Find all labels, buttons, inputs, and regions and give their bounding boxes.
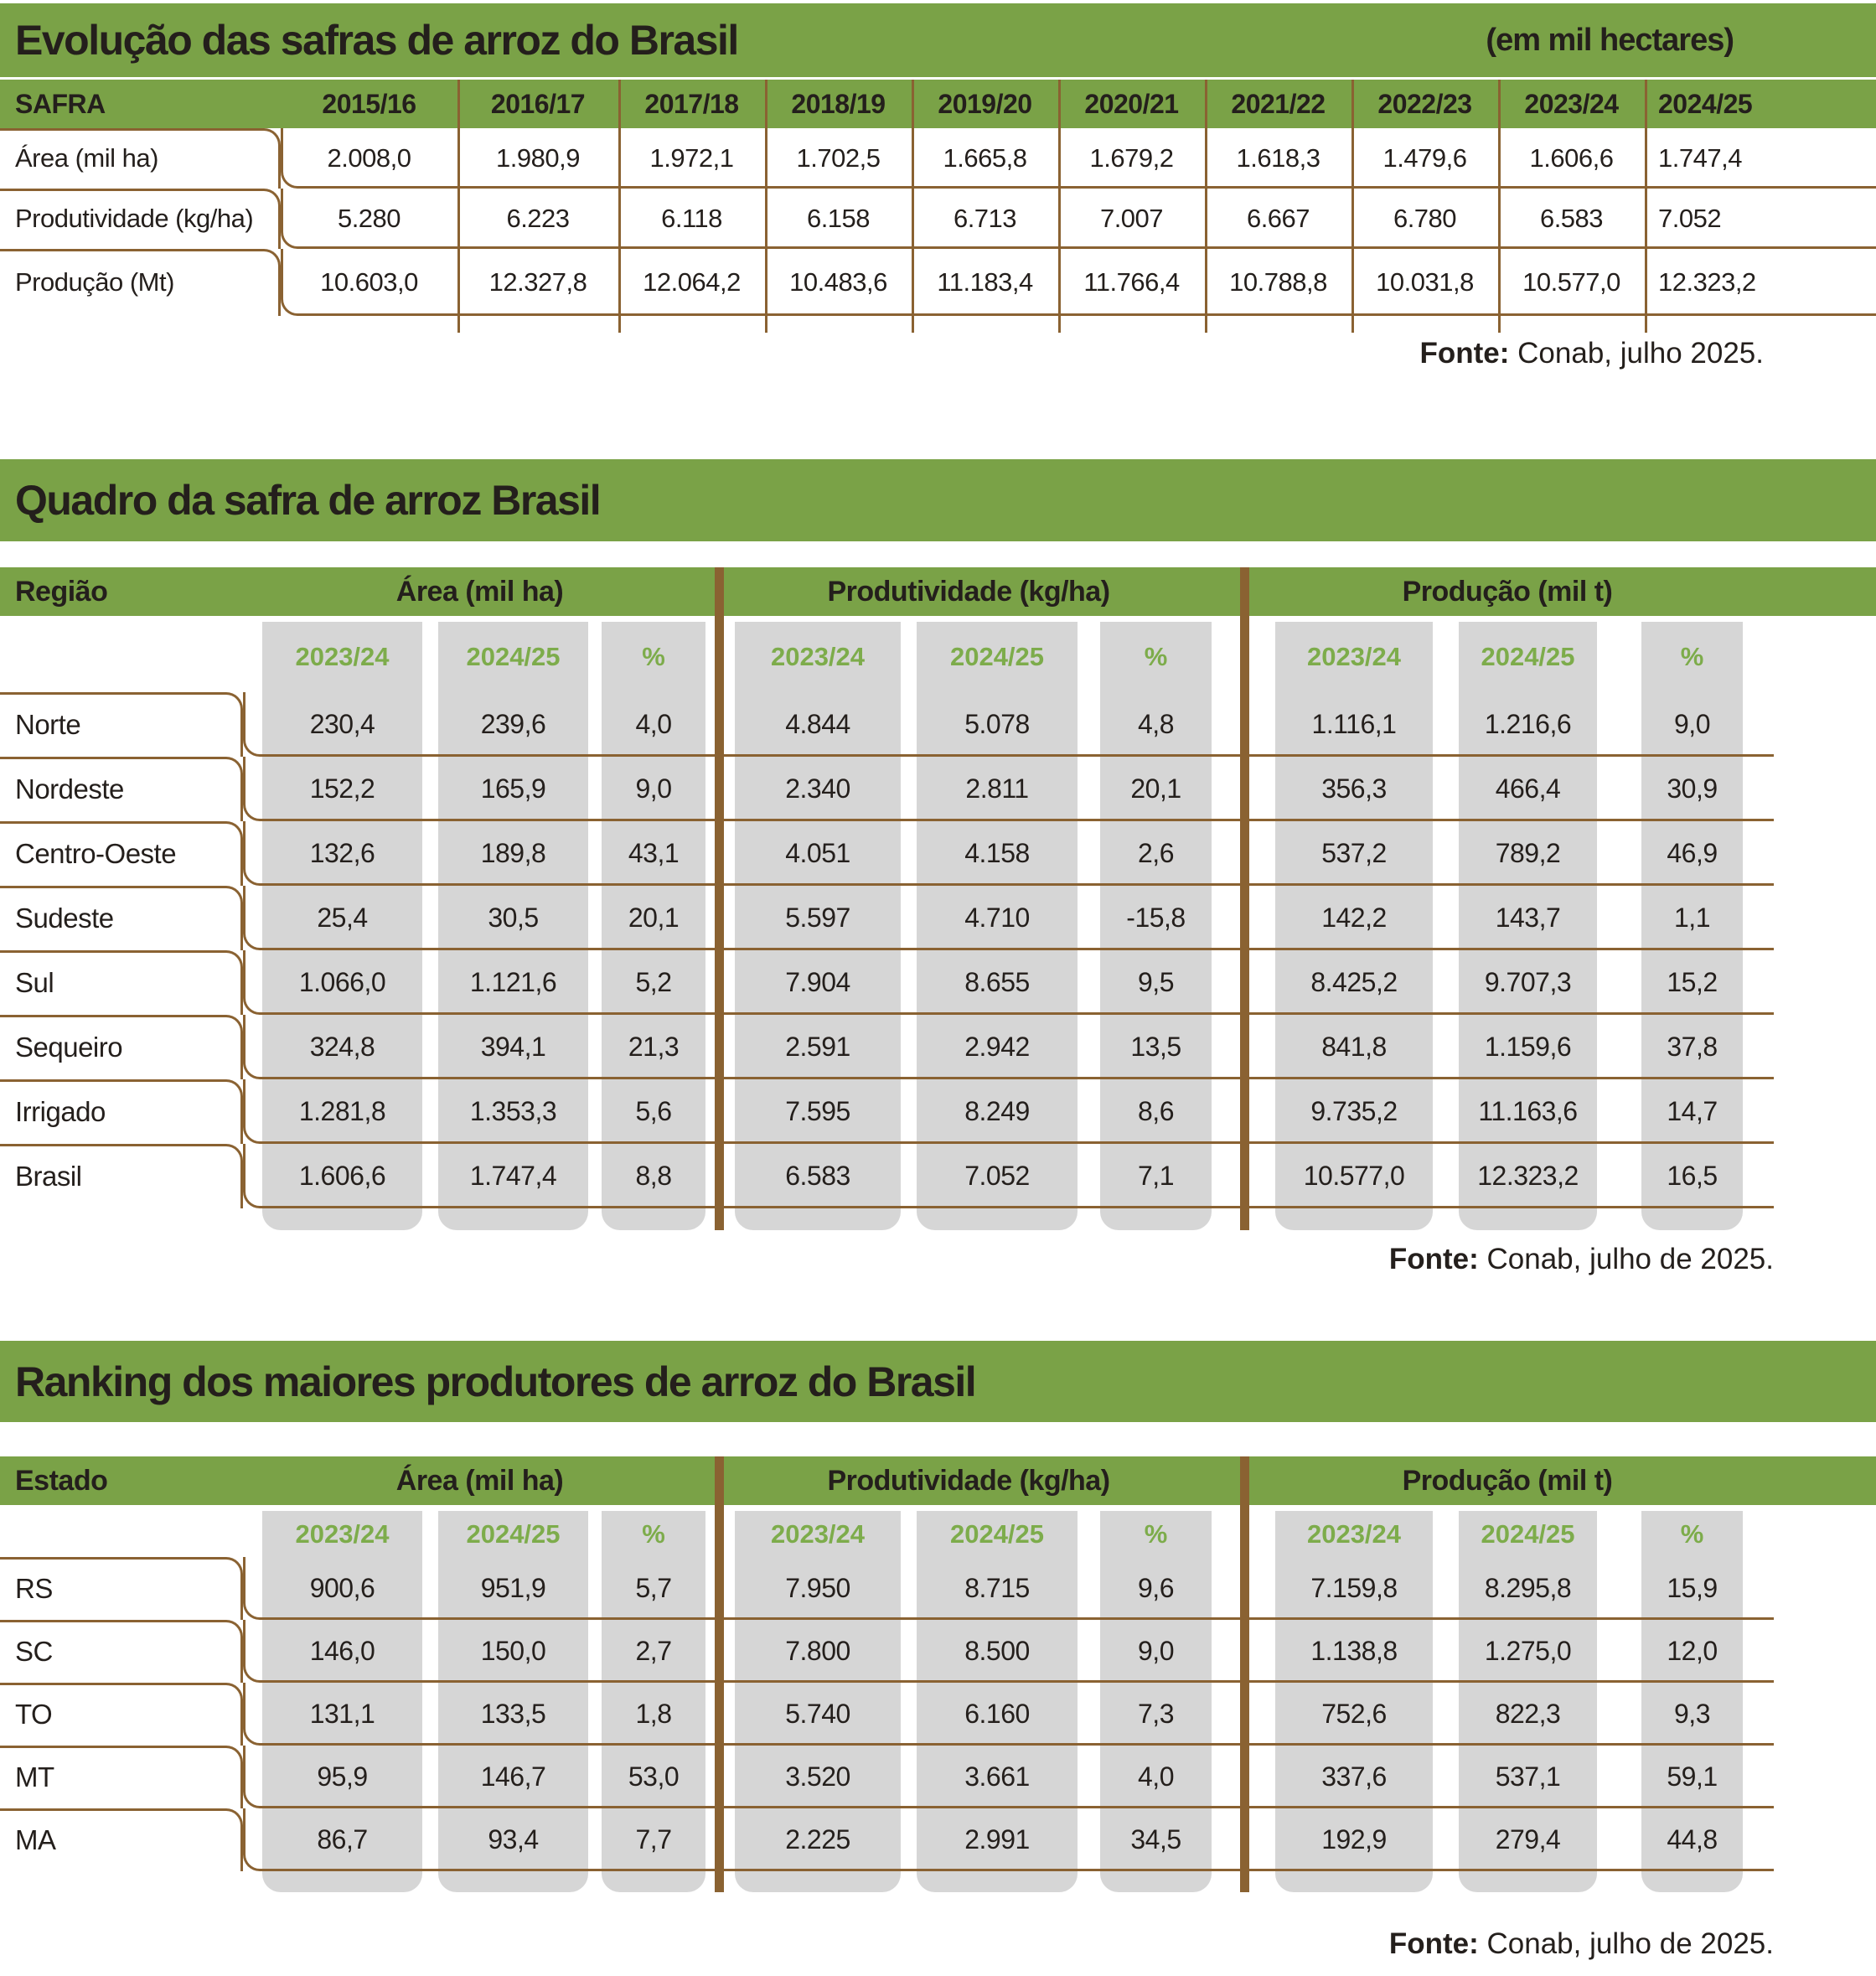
table-row	[0, 1015, 1774, 1079]
cell: 9.707,3	[1484, 967, 1572, 997]
cell: 1.606,6	[1529, 143, 1614, 173]
subcol-header: %	[1144, 642, 1168, 671]
cell: 1.606,6	[298, 1161, 386, 1191]
cell: 192,9	[1321, 1824, 1387, 1854]
cell: 142,2	[1321, 903, 1387, 933]
table3-title-bar	[0, 1341, 1876, 1422]
cell: 189,8	[480, 838, 546, 868]
cell: 3.520	[785, 1761, 850, 1792]
cell: 7.595	[785, 1096, 850, 1126]
cell: 2.811	[965, 773, 1029, 804]
cell: 12.064,2	[643, 267, 741, 297]
cell: 5.597	[785, 903, 850, 933]
cell: -15,8	[1126, 903, 1186, 933]
cell: 239,6	[480, 709, 546, 739]
table1-header-row	[0, 80, 1876, 128]
table1-header-safra: SAFRA	[15, 88, 106, 119]
cell: 1,1	[1674, 903, 1710, 933]
cell: 1,8	[635, 1699, 672, 1729]
cell: 4.710	[964, 903, 1030, 933]
subcol-header: 2023/24	[770, 642, 866, 671]
table-row	[0, 189, 1876, 249]
cell: 9,3	[1674, 1699, 1710, 1729]
row-label: Produção (Mt)	[15, 267, 174, 297]
cell: 5.280	[337, 204, 401, 233]
source-label: Fonte:	[1388, 1243, 1479, 1275]
cell: 8.249	[964, 1096, 1030, 1126]
table1-year-header: 2022/23	[1377, 88, 1472, 119]
cell: 356,3	[1321, 773, 1387, 804]
subcol-header: 2024/25	[1481, 642, 1575, 671]
table-row	[0, 128, 1876, 189]
cell: 132,6	[309, 838, 375, 868]
cell: 6.667	[1246, 204, 1310, 233]
cell: 30,5	[488, 903, 539, 933]
cell: 86,7	[317, 1824, 368, 1854]
table1-year-header: 2024/25	[1658, 88, 1753, 119]
table3-row-header: Estado	[15, 1464, 108, 1497]
cell: 10.577,0	[1522, 267, 1620, 297]
table-row	[0, 950, 1774, 1015]
cell: 1.747,4	[469, 1161, 557, 1191]
cell: 1.116,1	[1311, 709, 1397, 739]
cell: 11.183,4	[937, 267, 1033, 297]
subcol-header: %	[1680, 642, 1704, 671]
subcol-header: %	[1680, 1518, 1704, 1549]
cell: 1.159,6	[1484, 1032, 1572, 1062]
subcol-header: 2024/25	[949, 642, 1045, 671]
table2-rows	[0, 692, 1774, 1208]
cell: 7.800	[785, 1636, 850, 1666]
table-row	[0, 249, 1876, 316]
cell: 4,0	[635, 709, 672, 739]
group-header-produtividade: Produtividade (kg/ha)	[827, 575, 1110, 608]
cell: 2.591	[785, 1032, 850, 1062]
cell: 4.051	[785, 838, 850, 868]
cell: 537,1	[1495, 1761, 1561, 1792]
cell: 7.052	[964, 1161, 1030, 1191]
subcol-header: %	[642, 642, 665, 671]
row-label: Brasil	[15, 1160, 82, 1192]
cell: 143,7	[1495, 903, 1561, 933]
table-row	[0, 1808, 1774, 1871]
cell: 9.735,2	[1310, 1096, 1398, 1126]
table-row	[0, 821, 1774, 886]
row-label: Sudeste	[15, 902, 114, 934]
cell: 6.118	[661, 204, 722, 233]
cell: 1.980,9	[496, 143, 580, 173]
table1-title-bar	[0, 3, 1876, 77]
table-row	[0, 757, 1774, 821]
cell: 4.844	[785, 709, 850, 739]
cell: 1.479,6	[1382, 143, 1467, 173]
table1-year-header: 2015/16	[322, 88, 416, 119]
cell: 53,0	[628, 1761, 680, 1792]
cell: 46,9	[1667, 838, 1718, 868]
table3-title: Ranking dos maiores produtores de arroz do Brasil	[15, 1358, 976, 1405]
cell: 324,8	[309, 1032, 375, 1062]
table1-year-header: 2016/17	[490, 88, 586, 119]
source-text: Conab, julho 2025.	[1509, 337, 1764, 370]
cell: 1.353,3	[469, 1096, 557, 1126]
cell: 7.007	[1099, 204, 1164, 233]
cell: 8.655	[964, 967, 1030, 997]
cell: 37,8	[1667, 1032, 1718, 1062]
row-label: Norte	[15, 708, 81, 740]
cell: 2.008,0	[327, 143, 411, 173]
subcol-header: 2023/24	[770, 1518, 866, 1549]
cell: 8,6	[1138, 1096, 1174, 1126]
row-label: Centro-Oeste	[15, 837, 177, 869]
table-quadro-safra	[0, 459, 1876, 1306]
cell: 8.425,2	[1310, 967, 1398, 997]
cell: 20,1	[1130, 773, 1181, 804]
cell: 25,4	[317, 903, 368, 933]
cell: 44,8	[1667, 1824, 1718, 1854]
row-label: SC	[15, 1635, 53, 1667]
source-note	[1389, 1927, 1774, 1961]
group-header-producao: Produção (mil t)	[1402, 1464, 1613, 1497]
cell: 9,6	[1138, 1573, 1174, 1603]
cell: 30,9	[1667, 773, 1718, 804]
cell: 9,5	[1138, 967, 1174, 997]
cell: 7.159,8	[1310, 1573, 1398, 1603]
cell: 12.327,8	[488, 267, 587, 297]
subcol-header: 2023/24	[295, 1518, 390, 1549]
cell: 2.340	[785, 773, 850, 804]
row-label: Área (mil ha)	[15, 143, 158, 173]
cell: 1.216,6	[1484, 709, 1572, 739]
cell: 16,5	[1667, 1161, 1718, 1191]
source-note	[1389, 1243, 1774, 1276]
cell: 1.747,4	[1658, 143, 1742, 173]
table-row	[0, 1144, 1774, 1208]
cell: 6.160	[964, 1699, 1030, 1729]
cell: 10.603,0	[320, 267, 418, 297]
group-header-producao: Produção (mil t)	[1402, 575, 1613, 608]
cell: 10.031,8	[1376, 267, 1474, 297]
cell: 12.323,2	[1658, 267, 1756, 297]
cell: 466,4	[1495, 773, 1561, 804]
cell: 6.583	[785, 1161, 850, 1191]
source-label: Fonte:	[1388, 1927, 1479, 1960]
cell: 146,7	[480, 1761, 546, 1792]
source-text: Conab, julho de 2025.	[1478, 1243, 1774, 1275]
cell: 7,1	[1138, 1161, 1174, 1191]
group-divider	[1240, 567, 1249, 1230]
table-ranking-produtores	[0, 1341, 1876, 1976]
table-evolucao-safras	[0, 3, 1876, 389]
cell: 21,3	[628, 1032, 680, 1062]
table2-title: Quadro da safra de arroz Brasil	[15, 477, 601, 524]
cell: 93,4	[488, 1824, 539, 1854]
group-divider	[715, 567, 724, 1230]
cell: 59,1	[1667, 1761, 1718, 1792]
cell: 230,4	[309, 709, 375, 739]
cell: 7.950	[785, 1573, 850, 1603]
row-label: MT	[15, 1761, 54, 1792]
row-label: Sequeiro	[15, 1031, 123, 1063]
subcol-header: %	[1144, 1518, 1168, 1549]
table2-group-header	[0, 567, 1876, 616]
cell: 12,0	[1667, 1636, 1718, 1666]
cell: 10.483,6	[789, 267, 887, 297]
cell: 8.500	[964, 1636, 1030, 1666]
cell: 5,7	[635, 1573, 672, 1603]
group-header-produtividade: Produtividade (kg/ha)	[827, 1464, 1110, 1497]
cell: 5.740	[785, 1699, 850, 1729]
cell: 12.323,2	[1477, 1161, 1579, 1191]
table-row	[0, 886, 1774, 950]
table-row	[0, 1746, 1774, 1808]
cell: 7.904	[785, 967, 850, 997]
cell: 11.163,6	[1478, 1096, 1578, 1126]
cell: 3.661	[964, 1761, 1030, 1792]
cell: 789,2	[1495, 838, 1561, 868]
cell: 2.991	[964, 1824, 1030, 1854]
cell: 6.158	[806, 204, 871, 233]
table2-title-bar	[0, 459, 1876, 541]
subcol-header: 2024/25	[466, 642, 561, 671]
row-label: TO	[15, 1698, 53, 1730]
cell: 13,5	[1130, 1032, 1181, 1062]
cell: 279,4	[1495, 1824, 1561, 1854]
group-divider	[1240, 1456, 1249, 1892]
table1-year-header: 2020/21	[1084, 88, 1179, 119]
cell: 2,6	[1138, 838, 1174, 868]
cell: 1.679,2	[1089, 143, 1174, 173]
cell: 6.780	[1393, 204, 1457, 233]
cell: 10.577,0	[1303, 1161, 1405, 1191]
cell: 8,8	[635, 1161, 672, 1191]
table-row	[0, 1620, 1774, 1683]
cell: 7,7	[635, 1824, 672, 1854]
cell: 15,2	[1667, 967, 1718, 997]
cell: 7,3	[1138, 1699, 1174, 1729]
subcol-header: 2023/24	[1306, 642, 1402, 671]
subcol-header: %	[642, 1518, 665, 1549]
table-row	[0, 1079, 1774, 1144]
row-label: Sul	[15, 966, 54, 998]
cell: 9,0	[1674, 709, 1710, 739]
table2-row-header: Região	[15, 575, 108, 608]
group-header-area: Área (mil ha)	[395, 575, 564, 608]
cell: 4.158	[964, 838, 1030, 868]
table-row	[0, 1557, 1774, 1620]
cell: 1.281,8	[298, 1096, 386, 1126]
cell: 900,6	[309, 1573, 375, 1603]
cell: 20,1	[628, 903, 680, 933]
cell: 1.665,8	[943, 143, 1027, 173]
table3-group-header	[0, 1456, 1876, 1505]
cell: 2.225	[785, 1824, 850, 1854]
cell: 95,9	[317, 1761, 368, 1792]
cell: 131,1	[309, 1699, 375, 1729]
cell: 1.138,8	[1310, 1636, 1398, 1666]
table-row	[0, 1683, 1774, 1746]
cell: 951,9	[480, 1573, 546, 1603]
table3-rows	[0, 1557, 1774, 1871]
source-note	[1420, 337, 1765, 370]
cell: 11.766,4	[1083, 267, 1180, 297]
subcol-header: 2023/24	[1306, 1518, 1402, 1549]
cell: 1.275,0	[1484, 1636, 1572, 1666]
cell: 537,2	[1321, 838, 1387, 868]
row-label: Produtividade (kg/ha)	[15, 204, 254, 233]
cell: 4,0	[1138, 1761, 1174, 1792]
subcol-header: 2024/25	[1481, 1518, 1575, 1549]
cell: 1.702,5	[796, 143, 881, 173]
cell: 394,1	[480, 1032, 546, 1062]
cell: 5,2	[635, 967, 672, 997]
subcol-header: 2023/24	[295, 642, 390, 671]
table1-year-header: 2019/20	[938, 88, 1032, 119]
cell: 337,6	[1321, 1761, 1387, 1792]
cell: 8.295,8	[1484, 1573, 1572, 1603]
cell: 5,6	[635, 1096, 672, 1126]
source-text: Conab, julho de 2025.	[1478, 1927, 1774, 1960]
cell: 165,9	[480, 773, 546, 804]
group-divider	[715, 1456, 724, 1892]
cell: 152,2	[309, 773, 375, 804]
cell: 43,1	[628, 838, 680, 868]
cell: 2,7	[635, 1636, 672, 1666]
subcol-header: 2024/25	[949, 1518, 1045, 1549]
table1-year-header: 2018/19	[791, 88, 886, 119]
cell: 10.788,8	[1229, 267, 1327, 297]
row-label: Nordeste	[15, 773, 124, 804]
subcol-header: 2024/25	[466, 1518, 561, 1549]
cell: 2.942	[964, 1032, 1030, 1062]
row-label: Irrigado	[15, 1095, 106, 1127]
table-row	[0, 692, 1774, 757]
cell: 841,8	[1321, 1032, 1387, 1062]
cell: 34,5	[1130, 1824, 1181, 1854]
cell: 1.618,3	[1236, 143, 1320, 173]
row-label: MA	[15, 1823, 56, 1855]
cell: 1.066,0	[298, 967, 386, 997]
cell: 150,0	[480, 1636, 546, 1666]
group-header-area: Área (mil ha)	[395, 1464, 564, 1497]
table1-unit-label: (em mil hectares)	[1486, 22, 1734, 58]
cell: 7.052	[1658, 204, 1722, 233]
cell: 6.583	[1539, 204, 1604, 233]
cell: 6.223	[506, 204, 570, 233]
table1-year-header: 2021/22	[1231, 88, 1326, 119]
source-label: Fonte:	[1419, 337, 1510, 370]
cell: 133,5	[480, 1699, 546, 1729]
cell: 4,8	[1138, 709, 1174, 739]
cell: 9,0	[1138, 1636, 1174, 1666]
table1-year-header: 2023/24	[1524, 88, 1619, 119]
cell: 822,3	[1495, 1699, 1561, 1729]
cell: 9,0	[635, 773, 672, 804]
cell: 752,6	[1321, 1699, 1387, 1729]
table1-title: Evolução das safras de arroz do Brasil	[15, 17, 738, 64]
cell: 8.715	[964, 1573, 1030, 1603]
table1-year-header: 2017/18	[644, 88, 739, 119]
cell: 5.078	[964, 709, 1030, 739]
cell: 6.713	[953, 204, 1017, 233]
cell: 15,9	[1667, 1573, 1718, 1603]
row-label: RS	[15, 1572, 53, 1604]
cell: 14,7	[1667, 1096, 1718, 1126]
cell: 146,0	[309, 1636, 375, 1666]
cell: 1.972,1	[649, 143, 734, 173]
cell: 1.121,6	[469, 967, 557, 997]
